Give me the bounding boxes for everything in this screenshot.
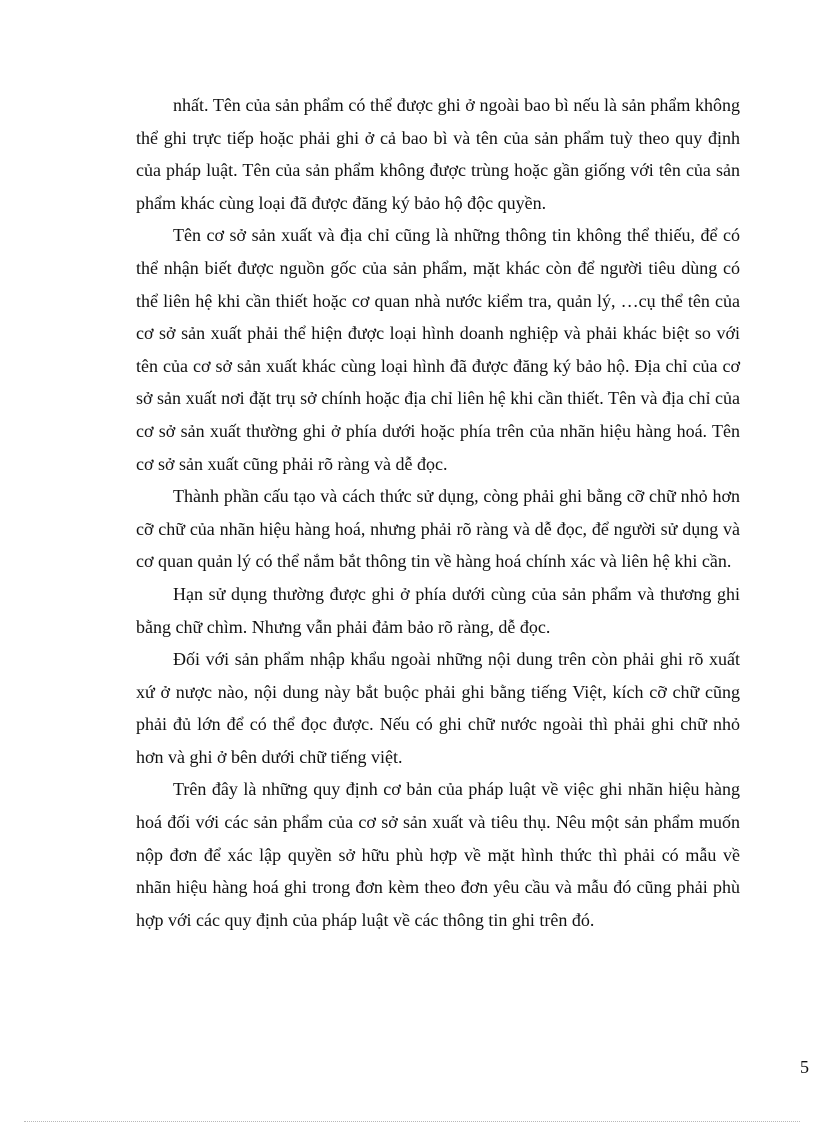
paragraph-5: Đối với sản phẩm nhập khẩu ngoài những nội dung trên còn phải ghi rõ xuất xứ ở nược nào, nội dung này bắt buộc phải ghi bằng tiếng Việt, kích cỡ chữ cũng phải đủ lớn để có thể đọc được. Nếu có ghi chữ nước ngoài thì phải ghi chữ nhỏ hơn và ghi ở bên dưới chữ tiếng việt. [136, 649, 740, 767]
paragraph-4: Hạn sử dụng thường được ghi ở phía dưới cùng của sản phẩm và thương ghi bằng chữ chìm. Nhưng vẫn phải đảm bảo rõ ràng, dễ đọc. [136, 583, 740, 637]
footer-divider [24, 1121, 800, 1122]
paragraph-3: Thành phần cấu tạo và cách thức sử dụng, còng phải ghi bằng cỡ chữ nhỏ hơn cỡ chữ của nhãn hiệu hàng hoá, nhưng phải rõ ràng và dễ đọc, để người sử dụng và cơ quan quản lý có thể nắm bắt thông tin về hàng hoá chính xác và liên hệ khi cần. [136, 486, 740, 572]
paragraph-1: nhất. Tên của sản phẩm có thể được ghi ở ngoài bao bì nếu là sản phẩm không thể ghi trực tiếp hoặc phải ghi ở cả bao bì và tên của sản phẩm tuỳ theo quy định của pháp luật. Tên của sản phẩm không được trùng hoặc gần giống với tên của sản phẩm khác cùng loại đã được đăng ký bảo hộ độc quyền. [136, 95, 740, 213]
page-number: 5 [800, 1057, 809, 1077]
body-text [136, 89, 740, 936]
paragraph-2: Tên cơ sở sản xuất và địa chỉ cũng là những thông tin không thể thiếu, để có thể nhận biết được nguồn gốc của sản phẩm, mặt khác còn để người tiêu dùng có thể liên hệ khi cần thiết hoặc cơ quan nhà nước kiểm tra, quản lý, …cụ thể tên của cơ sở sản xuất phải thể hiện được loại hình doanh nghiệp và phải khác biệt so với tên của cơ sở sản xuất khác cùng loại hình đã được đăng ký bảo hộ. Địa chỉ của cơ sở sản xuất nơi đặt trụ sở chính hoặc địa chỉ liên hệ khi cần thiết. Tên và địa chỉ của cơ sở sản xuất thường ghi ở phía dưới hoặc phía trên của nhãn hiệu hàng hoá. Tên cơ sở sản xuất cũng phải rõ ràng và dễ đọc. [136, 225, 740, 474]
paragraph-6: Trên đây là những quy định cơ bản của pháp luật về việc ghi nhãn hiệu hàng hoá đối với các sản phẩm của cơ sở sản xuất và tiêu thụ. Nêu một sản phẩm muốn nộp đơn để xác lập quyền sở hữu phù hợp về mặt hình thức thì phải có mẫu về nhãn hiệu hàng hoá ghi trong đơn kèm theo đơn yêu cầu và mẫu đó cũng phải phù hợp với các quy định của pháp luật về các thông tin ghi trên đó. [136, 779, 740, 930]
